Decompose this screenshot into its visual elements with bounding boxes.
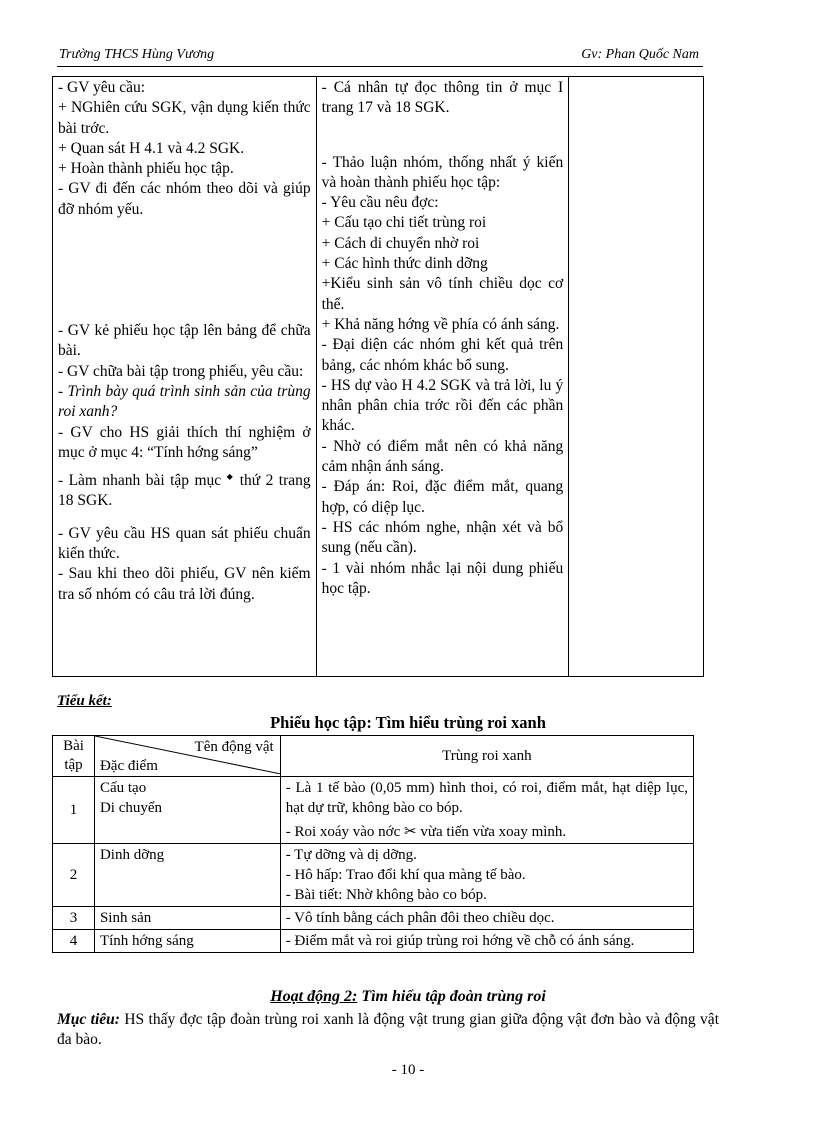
teacher-activities-cell — [53, 77, 317, 677]
content-cell — [280, 777, 693, 844]
feature-label: Tính hớng sáng — [99, 933, 194, 949]
row-number: 1 — [53, 777, 95, 844]
content-cell — [280, 907, 693, 930]
col2-item: - Thảo luận nhóm, thống nhất ý kiến và hoàn thành phiếu học tập: — [321, 153, 564, 191]
col2-item: +Kiểu sinh sản vô tính chiều dọc cơ thể. — [321, 275, 564, 313]
content-line: - Là 1 tế bào (0,05 mm) hình thoi, có roi, điểm mắt, hạt diệp lục, hạt dự trữ, không bào co bóp. — [285, 780, 688, 816]
col1-question: - Trình bày quá trình sinh sản của trùng roi xanh? — [58, 382, 311, 421]
col1-item: - GV chữa bài tập trong phiếu, yêu cầu: — [58, 362, 304, 380]
activity-label: Hoạt động 2: — [270, 988, 358, 1005]
lesson-table — [52, 76, 704, 677]
diamond-icon: ◆ — [226, 472, 235, 482]
scissors-icon: ✂ — [404, 822, 417, 840]
content-cell — [280, 930, 693, 953]
feature-cell — [94, 844, 280, 907]
feature-label: Cấu tạo — [99, 780, 147, 796]
worksheet-table — [52, 735, 694, 953]
row-number: 3 — [53, 907, 95, 930]
feature-cell — [94, 777, 280, 844]
col1-item: - Sau khi theo dõi phiếu, GV nên kiểm tra số nhóm có câu trả lời đúng. — [58, 565, 311, 603]
header-trung-roi: Trùng roi xanh — [280, 736, 693, 777]
content-line: - Vô tính bằng cách phân đôi theo chiều dọc. — [285, 910, 555, 926]
col2-item: + Cấu tạo chi tiết trùng roi — [321, 214, 487, 232]
col1-item: + Quan sát H 4.1 và 4.2 SGK. — [58, 139, 245, 157]
student-activities-cell — [316, 77, 569, 677]
col1-item-text: - Làm nhanh bài tập mục — [58, 472, 222, 490]
col1-item — [58, 467, 311, 512]
objective-paragraph — [57, 1010, 719, 1050]
notes-cell — [569, 77, 704, 677]
header-diagonal-cell — [94, 736, 280, 777]
header-bai-tap: Bài tập — [53, 736, 95, 777]
col2-item: + Khả năng hớng về phía có ánh sáng. — [321, 315, 560, 333]
content-text: - Roi xoáy vào nớc — [285, 824, 401, 840]
feature-label: Di chuyển — [99, 800, 163, 816]
col1-item: + Hoàn thành phiếu học tập. — [58, 160, 234, 178]
col1-item: - GV đi đến các nhóm theo dõi và giúp đỡ nhóm yếu. — [58, 180, 311, 218]
feature-cell — [94, 907, 280, 930]
feature-cell — [94, 930, 280, 953]
col1-item: - GV kẻ phiếu học tập lên bảng để chữa bài. — [58, 322, 311, 360]
col2-item: - HS dự vào H 4.2 SGK và trả lời, lu ý nhân phân chia trớc rồi đến các phần khác. — [321, 376, 564, 435]
col1-item: - GV yêu cầu HS quan sát phiếu chuẩn kiến thức. — [58, 524, 311, 563]
worksheet-title: Phiếu học tập: Tìm hiểu trùng roi xanh — [270, 713, 546, 732]
table-row — [53, 844, 694, 907]
col2-item: - Đại diện các nhóm ghi kết quả trên bảng, các nhóm khác bổ sung. — [321, 336, 564, 374]
col1-item: + NGhiên cứu SGK, vận dụng kiến thức bài trớc. — [58, 99, 311, 137]
activity-title: Tìm hiểu tập đoàn trùng roi — [357, 988, 546, 1005]
row-number: 4 — [53, 930, 95, 953]
col2-item: - HS các nhóm nghe, nhận xét và bổ sung (nếu cần). — [321, 518, 564, 557]
header-ten-dong-vat: Tên động vật — [194, 739, 274, 755]
content-line: - Điểm mắt và roi giúp trùng roi hớng về chỗ có ánh sáng. — [285, 933, 635, 949]
objective-text: HS thấy đợc tập đoàn trùng roi xanh là động vật trung gian giữa động vật đơn bào và động vật đa bào. — [57, 1011, 719, 1048]
col2-item: - Cá nhân tự đọc thông tin ở mục I trang 17 và 18 SGK. — [321, 79, 564, 117]
col1-item-text: thứ 2 trang 18 SGK. — [58, 472, 311, 510]
table-row — [53, 777, 694, 844]
content-line: - Bài tiết: Nhờ không bào co bóp. — [285, 887, 487, 903]
content-line: - Hô hấp: Trao đổi khí qua màng tế bào. — [285, 867, 526, 883]
col2-item: - Yêu cầu nêu đợc: — [321, 194, 439, 212]
feature-label: Sinh sản — [99, 910, 152, 926]
school-name: Trường THCS Hùng Vương — [59, 47, 215, 62]
col2-item: + Cách di chuyển nhờ roi — [321, 234, 480, 252]
header-dac-diem: Đặc điểm — [99, 758, 158, 774]
col1-item: - GV cho HS giải thích thí nghiệm ở mục ở mục 4: “Tính hớng sáng” — [58, 423, 311, 461]
col1-item: - GV yêu cầu: — [58, 79, 146, 96]
row-number: 2 — [53, 844, 95, 907]
table-row — [53, 930, 694, 953]
col2-item: - 1 vài nhóm nhắc lại nội dung phiếu học tập. — [321, 559, 564, 597]
col2-item: - Đáp án: Roi, đặc điểm mắt, quang hợp, có diệp lục. — [321, 478, 564, 516]
content-line: - Tự dỡng và dị dỡng. — [285, 847, 417, 863]
feature-label: Dinh dỡng — [99, 847, 165, 863]
content-text: vừa tiến vừa xoay mình. — [420, 824, 567, 840]
content-cell — [280, 844, 693, 907]
table-row — [53, 907, 694, 930]
col2-item: + Các hình thức dinh dỡng — [321, 255, 488, 273]
page-header — [57, 44, 703, 67]
col2-item: - Nhờ có điểm mắt nên có khả năng cảm nhận ánh sáng. — [321, 437, 564, 476]
content-line — [286, 821, 688, 842]
summary-heading: Tiểu kết: — [57, 693, 112, 709]
teacher-name: Gv: Phan Quốc Nam — [581, 47, 699, 62]
page-number: - 10 - — [391, 1062, 425, 1078]
activity-heading — [0, 988, 816, 1006]
objective-label: Mục tiêu: — [57, 1011, 120, 1028]
